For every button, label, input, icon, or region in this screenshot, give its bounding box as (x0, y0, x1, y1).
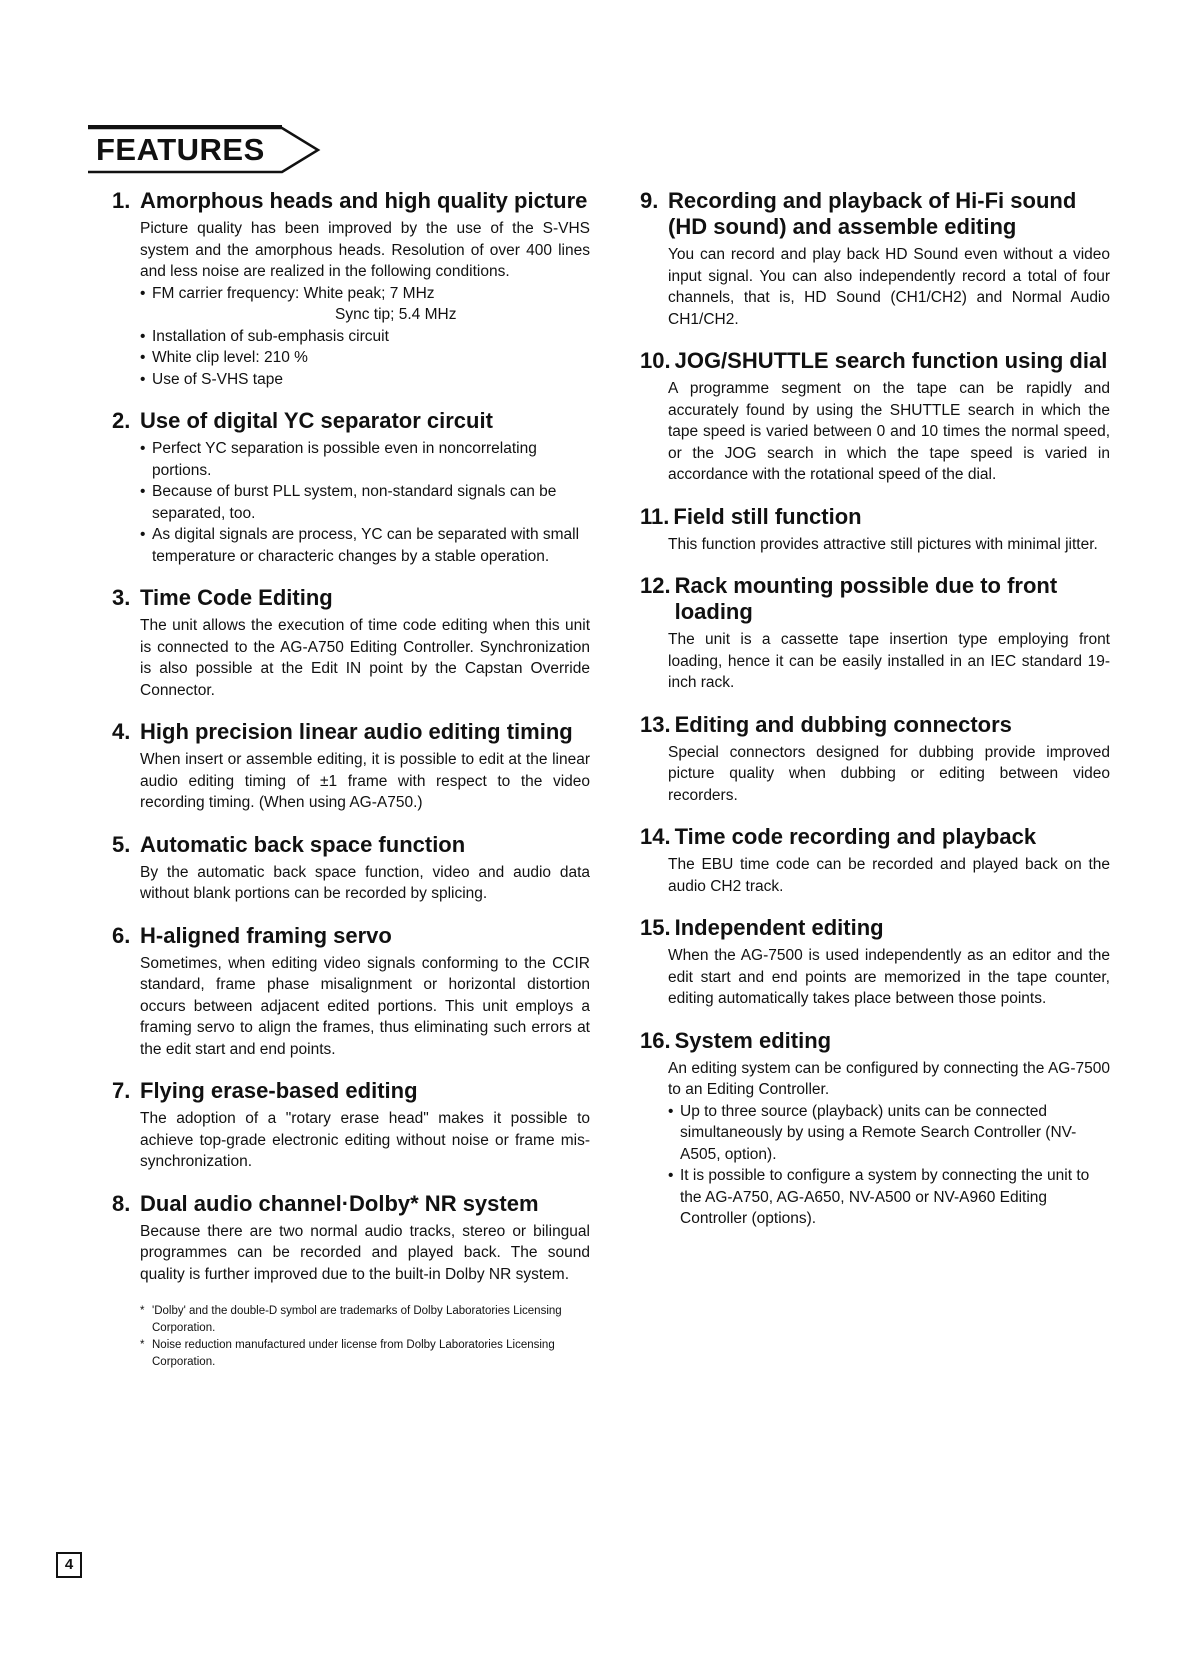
feature-10 (640, 348, 1110, 486)
feature-title: Time code recording and playback (674, 824, 1037, 849)
feature-heading (112, 1078, 590, 1104)
feature-text: When the AG-7500 is used independently as an editor and the edit start and end points are memorized in the tape counter, editing automatically takes place between those points. (668, 947, 1110, 1007)
feature-text: The EBU time code can be recorded and played back on the audio CH2 track. (668, 856, 1110, 895)
feature-heading (112, 585, 590, 611)
feature-heading (640, 188, 1110, 240)
feature-body (640, 945, 1110, 1010)
left-column (112, 188, 590, 1371)
feature-text: This function provides attractive still pictures with minimal jitter. (668, 535, 1098, 553)
feature-heading (640, 712, 1110, 738)
feature-text: The unit allows the execution of time code editing when this unit is connected to the AG-A750 Editing Controller. Synchronization is also possible at the Edit IN point by the Capstan Override Connector. (140, 617, 590, 699)
feature-number: 8. (112, 1190, 131, 1216)
feature-5 (112, 832, 590, 905)
feature-title: Time Code Editing (140, 585, 333, 610)
feature-number: 13. (640, 711, 671, 737)
bullet-item: • Because of burst PLL system, non-standard signals can be separated, too. (140, 481, 590, 524)
feature-body (112, 953, 590, 1061)
feature-title: Use of digital YC separator circuit (140, 408, 493, 433)
feature-number: 1. (112, 188, 131, 213)
feature-heading (112, 188, 590, 214)
feature-body (640, 629, 1110, 694)
feature-8 (112, 1191, 590, 1286)
feature-bullets (668, 1101, 1110, 1230)
bullet-item: • Use of S-VHS tape (140, 369, 590, 391)
feature-heading (640, 348, 1110, 374)
feature-title: Editing and dubbing connectors (674, 711, 1012, 737)
feature-heading (112, 1191, 590, 1217)
feature-4 (112, 719, 590, 814)
features-banner (86, 124, 338, 176)
feature-number: 5. (112, 831, 131, 857)
feature-text: The unit is a cassette tape insertion type employing front loading, hence it can be easily installed in an IEC standard 19-inch rack. (668, 631, 1110, 691)
feature-heading (640, 824, 1110, 850)
feature-title: Dual audio channel·Dolby* NR system (140, 1190, 539, 1216)
footnotes (112, 1303, 590, 1371)
feature-title: Recording and playback of Hi-Fi sound (HD sound) and assemble editing (668, 188, 1077, 239)
feature-body (112, 438, 590, 567)
feature-heading (112, 408, 590, 434)
feature-body (640, 854, 1110, 897)
feature-12 (640, 573, 1110, 694)
feature-body (112, 615, 590, 701)
bullet-item: • As digital signals are process, YC can be separated with small temperature or characteric changes by a stable operation. (140, 524, 590, 567)
feature-title: JOG/SHUTTLE search function using dial (674, 348, 1108, 373)
feature-15 (640, 915, 1110, 1010)
feature-text: By the automatic back space function, video and audio data without blank portions can be recorded by splicing. (140, 863, 590, 902)
feature-3 (112, 585, 590, 701)
bullet-item: • FM carrier frequency: White peak; 7 MHz (140, 283, 590, 305)
feature-body (112, 749, 590, 814)
feature-number: 11. (640, 503, 670, 529)
feature-heading (112, 923, 590, 949)
feature-7 (112, 1078, 590, 1173)
feature-text: Because there are two normal audio tracks, stereo or bilingual programmes can be recorded and played back. The sound quality is further improved due to the built-in Dolby NR system. (140, 1222, 590, 1283)
feature-number: 15. (640, 915, 671, 940)
feature-bullets (140, 326, 590, 391)
feature-text: Special connectors designed for dubbing provide improved picture quality when dubbing or editing between video recorders. (668, 743, 1110, 804)
right-column (640, 188, 1110, 1248)
feature-body (640, 742, 1110, 807)
feature-body (640, 378, 1110, 486)
feature-text: The adoption of a "rotary erase head" makes it possible to achieve top-grade electronic editing without noise or frame mis-synchronization. (140, 1110, 590, 1170)
feature-heading (640, 504, 1110, 530)
feature-title: Amorphous heads and high quality picture (140, 188, 588, 213)
feature-6 (112, 923, 590, 1061)
feature-title: H-aligned framing servo (140, 922, 392, 948)
feature-13 (640, 712, 1110, 807)
feature-number: 9. (640, 188, 659, 213)
feature-bullets (140, 438, 590, 567)
feature-title: Field still function (673, 503, 862, 529)
feature-text: When insert or assemble editing, it is possible to edit at the linear audio editing timing of ±1 frame with respect to the video recording timing. (When using AG-A750.) (140, 751, 590, 811)
feature-heading (112, 719, 590, 745)
feature-number: 2. (112, 408, 131, 433)
sync-tip-line: Sync tip; 5.4 MHz (335, 306, 457, 323)
feature-title: High precision linear audio editing timing (140, 719, 573, 744)
feature-14 (640, 824, 1110, 897)
feature-title: Automatic back space function (140, 831, 466, 857)
feature-16 (640, 1028, 1110, 1230)
feature-text: A programme segment on the tape can be rapidly and accurately found by using the SHUTTLE search in which the tape speed is varied between 0 and 10 times the normal speed, or the JOG search in which the tape speed is varied in accordance with the rotational speed of the dial. (668, 380, 1110, 483)
feature-number: 3. (112, 585, 131, 610)
bullet-item: • White clip level: 210 % (140, 347, 590, 369)
feature-body (640, 244, 1110, 330)
footnote: * Noise reduction manufactured under license from Dolby Laboratories Licensing Corporation. (140, 1337, 590, 1371)
feature-title: Independent editing (674, 915, 884, 940)
feature-text: You can record and play back HD Sound even without a video input signal. You can also independently record a total of four channels, that is, HD Sound (CH1/CH2) and Normal Audio CH1/CH2. (668, 246, 1110, 328)
bullet-item: • Perfect YC separation is possible even in noncorrelating portions. (140, 438, 590, 481)
feature-body (640, 534, 1110, 556)
page-number: 4 (56, 1552, 82, 1578)
feature-title: System editing (674, 1027, 832, 1053)
feature-title: Flying erase-based editing (140, 1078, 418, 1103)
feature-9 (640, 188, 1110, 330)
bullet-item: • It is possible to configure a system by connecting the unit to the AG-A750, AG-A650, NV-A500 or NV-A960 Editing Controller (options). (668, 1165, 1110, 1230)
feature-number: 10. (640, 348, 671, 373)
feature-1 (112, 188, 590, 390)
feature-text: Sometimes, when editing video signals conforming to the CCIR standard, frame phase misalignment or horizontal distortion occurs between adjacent edited portions. This unit employs a framing servo to align the frames, thus eliminating such errors at the edit start and end points. (140, 954, 590, 1058)
footnote: * 'Dolby' and the double-D symbol are trademarks of Dolby Laboratories Licensing Corporation. (140, 1303, 590, 1337)
feature-title: Rack mounting possible due to front loading (674, 573, 1058, 624)
feature-text: Picture quality has been improved by the use of the S-VHS system and the amorphous heads. Resolution of over 400 lines and less noise are realized in the following conditions. (140, 220, 590, 280)
bullet-item: • Installation of sub-emphasis circuit (140, 326, 590, 348)
feature-2 (112, 408, 590, 567)
feature-number: 14. (640, 824, 671, 849)
feature-body (112, 218, 590, 390)
bullet-item: • Up to three source (playback) units can be connected simultaneously by using a Remote Search Controller (NV-A505, option). (668, 1101, 1110, 1166)
feature-number: 7. (112, 1078, 131, 1103)
feature-body (640, 1058, 1110, 1230)
feature-body (112, 1108, 590, 1173)
feature-number: 6. (112, 922, 131, 948)
feature-number: 16. (640, 1027, 671, 1053)
feature-body (112, 862, 590, 905)
feature-11 (640, 504, 1110, 556)
feature-heading (640, 573, 1110, 625)
feature-number: 4. (112, 719, 131, 744)
feature-bullets (140, 283, 590, 305)
feature-heading (112, 832, 590, 858)
feature-body (112, 1221, 590, 1286)
feature-number: 12. (640, 573, 671, 598)
feature-text: An editing system can be configured by connecting the AG-7500 to an Editing Controller. (668, 1059, 1110, 1098)
page-title: FEATURES (96, 132, 265, 167)
feature-heading (640, 915, 1110, 941)
feature-heading (640, 1028, 1110, 1054)
